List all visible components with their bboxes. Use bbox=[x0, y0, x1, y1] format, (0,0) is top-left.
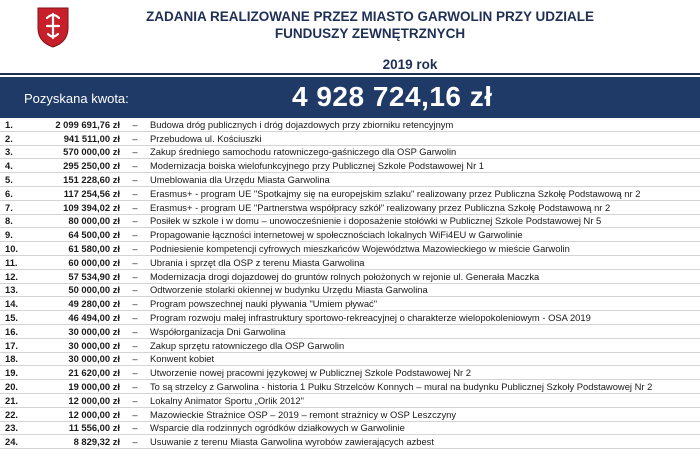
item-number: 3. bbox=[5, 146, 13, 158]
list-item bbox=[0, 325, 700, 339]
list-item bbox=[0, 339, 700, 353]
item-number: 13. bbox=[5, 284, 19, 296]
item-number: 23. bbox=[5, 422, 19, 434]
total-amount: 4 928 724,16 zł bbox=[292, 81, 493, 112]
list-item bbox=[0, 297, 700, 311]
list-item bbox=[0, 366, 700, 380]
item-amount: 295 250,00 zł bbox=[63, 160, 120, 172]
year-label: 2019 rok bbox=[382, 57, 438, 72]
item-dash: – bbox=[132, 201, 138, 213]
item-description: Lokalny Animator Sportu „Orlik 2012" bbox=[150, 394, 304, 406]
item-description: Erasmus+ - program UE "Partnerstwa współpracy szkół" realizowany przez Publiczna Szkołę Podstawową nr 2 bbox=[150, 201, 611, 213]
item-description: Utworzenie nowej pracowni językowej w Publicznej Szkole Podstawowej Nr 2 bbox=[150, 367, 471, 379]
list-item bbox=[0, 270, 700, 284]
item-dash: – bbox=[132, 118, 138, 130]
item-description: Posiłek w szkole i w domu – unowocześnienie i doposażenie stołówki w Publicznej Szkole Podstawowej Nr 5 bbox=[150, 215, 602, 227]
item-amount: 80 000,00 zł bbox=[68, 215, 120, 227]
item-dash: – bbox=[132, 394, 138, 406]
item-number: 5. bbox=[5, 174, 13, 186]
item-amount: 109 394,02 zł bbox=[63, 201, 120, 213]
item-description: Program powszechnej nauki pływania "Umiem pływać" bbox=[150, 298, 378, 310]
item-dash: – bbox=[132, 325, 138, 337]
item-number: 22. bbox=[5, 408, 19, 420]
item-amount: 19 000,00 zł bbox=[68, 381, 120, 393]
item-amount: 8 829,32 zł bbox=[73, 436, 120, 448]
item-description: Zakup sprzętu ratowniczego dla OSP Garwolin bbox=[150, 339, 345, 351]
item-dash: – bbox=[132, 256, 138, 268]
item-dash: – bbox=[132, 284, 138, 296]
list-item bbox=[0, 159, 700, 173]
item-amount: 21 620,00 zł bbox=[68, 367, 120, 379]
item-description: Ubrania i sprzęt dla OSP z terenu Miasta Garwolina bbox=[150, 256, 365, 268]
item-dash: – bbox=[132, 312, 138, 324]
item-number: 2. bbox=[5, 132, 13, 144]
item-number: 10. bbox=[5, 243, 19, 255]
item-amount: 12 000,00 zł bbox=[68, 408, 120, 420]
item-amount: 64 500,00 zł bbox=[68, 229, 120, 241]
year-row bbox=[0, 55, 700, 75]
list-item bbox=[0, 284, 700, 298]
item-dash: – bbox=[132, 243, 138, 255]
item-description: Budowa dróg publicznych i dróg dojazdowych przy zbiorniku retencyjnym bbox=[150, 118, 454, 130]
item-amount: 30 000,00 zł bbox=[68, 339, 120, 351]
list-item bbox=[0, 311, 700, 325]
list-item bbox=[0, 132, 700, 146]
list-item bbox=[0, 118, 700, 132]
list-item bbox=[0, 408, 700, 422]
item-amount: 50 000,00 zł bbox=[68, 284, 120, 296]
list-item bbox=[0, 256, 700, 270]
page-title bbox=[0, 8, 700, 42]
title-line-2: FUNDUSZY ZEWNĘTRZNYCH bbox=[274, 26, 466, 41]
item-description: Usuwanie z terenu Miasta Garwolina wyrobów zawierających azbest bbox=[150, 436, 434, 448]
item-dash: – bbox=[132, 174, 138, 186]
item-dash: – bbox=[132, 215, 138, 227]
list-item bbox=[0, 215, 700, 229]
list-item bbox=[0, 394, 700, 408]
item-dash: – bbox=[132, 353, 138, 365]
item-dash: – bbox=[132, 436, 138, 448]
item-description: Podniesienie kompetencji cyfrowych mieszkańców Województwa Mazowieckiego w mieście Garwolin bbox=[150, 243, 570, 255]
item-number: 12. bbox=[5, 270, 19, 282]
item-amount: 151 228,60 zł bbox=[63, 174, 120, 186]
item-number: 21. bbox=[5, 394, 19, 406]
item-description: Umeblowania dla Urzędu Miasta Garwolina bbox=[150, 174, 330, 186]
item-number: 14. bbox=[5, 298, 19, 310]
list-item bbox=[0, 146, 700, 160]
item-dash: – bbox=[132, 381, 138, 393]
item-description: Modernizacja boiska wielofunkcyjnego przy Publicznej Szkole Podstawowej Nr 1 bbox=[150, 160, 485, 172]
item-dash: – bbox=[132, 187, 138, 199]
item-dash: – bbox=[132, 422, 138, 434]
item-number: 1. bbox=[5, 118, 13, 130]
item-amount: 117 254,56 zł bbox=[63, 187, 120, 199]
item-number: 11. bbox=[5, 256, 18, 268]
item-dash: – bbox=[132, 298, 138, 310]
item-amount: 49 280,00 zł bbox=[68, 298, 120, 310]
item-dash: – bbox=[132, 367, 138, 379]
list-item bbox=[0, 228, 700, 242]
item-description: Program rozwoju małej infrastruktury sportowo-rekreacyjnej o charakterze wielopokoleniowym - OSA 2019 bbox=[150, 312, 591, 324]
item-dash: – bbox=[132, 229, 138, 241]
list-item bbox=[0, 353, 700, 367]
item-number: 9. bbox=[5, 229, 13, 241]
list-item bbox=[0, 173, 700, 187]
item-amount: 61 580,00 zł bbox=[68, 243, 120, 255]
item-amount: 60 000,00 zł bbox=[68, 256, 120, 268]
item-description: Zakup średniego samochodu ratowniczego-gaśniczego dla OSP Garwolin bbox=[150, 146, 457, 158]
task-list bbox=[0, 118, 700, 449]
item-dash: – bbox=[132, 270, 138, 282]
item-number: 8. bbox=[5, 215, 13, 227]
item-description: To są strzelcy z Garwolina - historia 1 Pułku Strzelców Konnych – mural na budynku Publicznej Szkoły Podstawowej Nr 2 bbox=[150, 381, 653, 393]
list-item bbox=[0, 187, 700, 201]
item-number: 7. bbox=[5, 201, 13, 213]
item-description: Konwent kobiet bbox=[150, 353, 215, 365]
list-item bbox=[0, 435, 700, 449]
item-number: 16. bbox=[5, 325, 19, 337]
list-item bbox=[0, 201, 700, 215]
item-amount: 30 000,00 zł bbox=[68, 353, 120, 365]
list-item bbox=[0, 380, 700, 394]
item-number: 17. bbox=[5, 339, 19, 351]
item-number: 18. bbox=[5, 353, 19, 365]
title-line-1: ZADANIA REALIZOWANE PRZEZ MIASTO GARWOLIN PRZY UDZIALE bbox=[146, 9, 594, 24]
item-description: Odtworzenie stolarki okiennej w budynku Urzędu Miasta Garwolina bbox=[150, 284, 428, 296]
list-item bbox=[0, 422, 700, 436]
item-number: 24. bbox=[5, 436, 19, 448]
item-description: Erasmus+ - program UE "Spotkajmy się na europejskim szlaku" realizowany przez Publiczna Szkołę Podstawową nr 2 bbox=[150, 187, 641, 199]
banner-label: Pozyskana kwota: bbox=[24, 91, 129, 106]
item-description: Współorganizacja Dni Garwolina bbox=[150, 325, 286, 337]
item-amount: 941 511,00 zł bbox=[63, 132, 120, 144]
item-amount: 570 000,00 zł bbox=[63, 146, 120, 158]
item-number: 4. bbox=[5, 160, 13, 172]
item-amount: 46 494,00 zł bbox=[68, 312, 120, 324]
funding-banner bbox=[0, 77, 700, 118]
item-number: 19. bbox=[5, 367, 19, 379]
item-dash: – bbox=[132, 408, 138, 420]
item-dash: – bbox=[132, 160, 138, 172]
item-description: Modernizacja drogi dojazdowej do gruntów rolnych położonych w rejonie ul. Generała Maczka bbox=[150, 270, 540, 282]
item-dash: – bbox=[132, 132, 138, 144]
list-item bbox=[0, 242, 700, 256]
item-number: 20. bbox=[5, 381, 19, 393]
item-amount: 11 556,00 zł bbox=[68, 422, 120, 434]
item-description: Wsparcie dla rodzinnych ogródków działkowych w Garwolinie bbox=[150, 422, 405, 434]
item-amount: 30 000,00 zł bbox=[68, 325, 120, 337]
item-dash: – bbox=[132, 339, 138, 351]
item-description: Mazowieckie Strażnice OSP – 2019 – remont strażnicy w OSP Leszczyny bbox=[150, 408, 457, 420]
item-number: 6. bbox=[5, 187, 13, 199]
item-dash: – bbox=[132, 146, 138, 158]
item-amount: 57 534,90 zł bbox=[68, 270, 120, 282]
item-description: Przebudowa ul. Kościuszki bbox=[150, 132, 262, 144]
item-number: 15. bbox=[5, 312, 19, 324]
item-description: Propagowanie łączności internetowej w społecznościach lokalnych WiFi4EU w Garwolinie bbox=[150, 229, 523, 241]
item-amount: 12 000,00 zł bbox=[68, 394, 120, 406]
item-amount: 2 099 691,76 zł bbox=[55, 118, 120, 130]
